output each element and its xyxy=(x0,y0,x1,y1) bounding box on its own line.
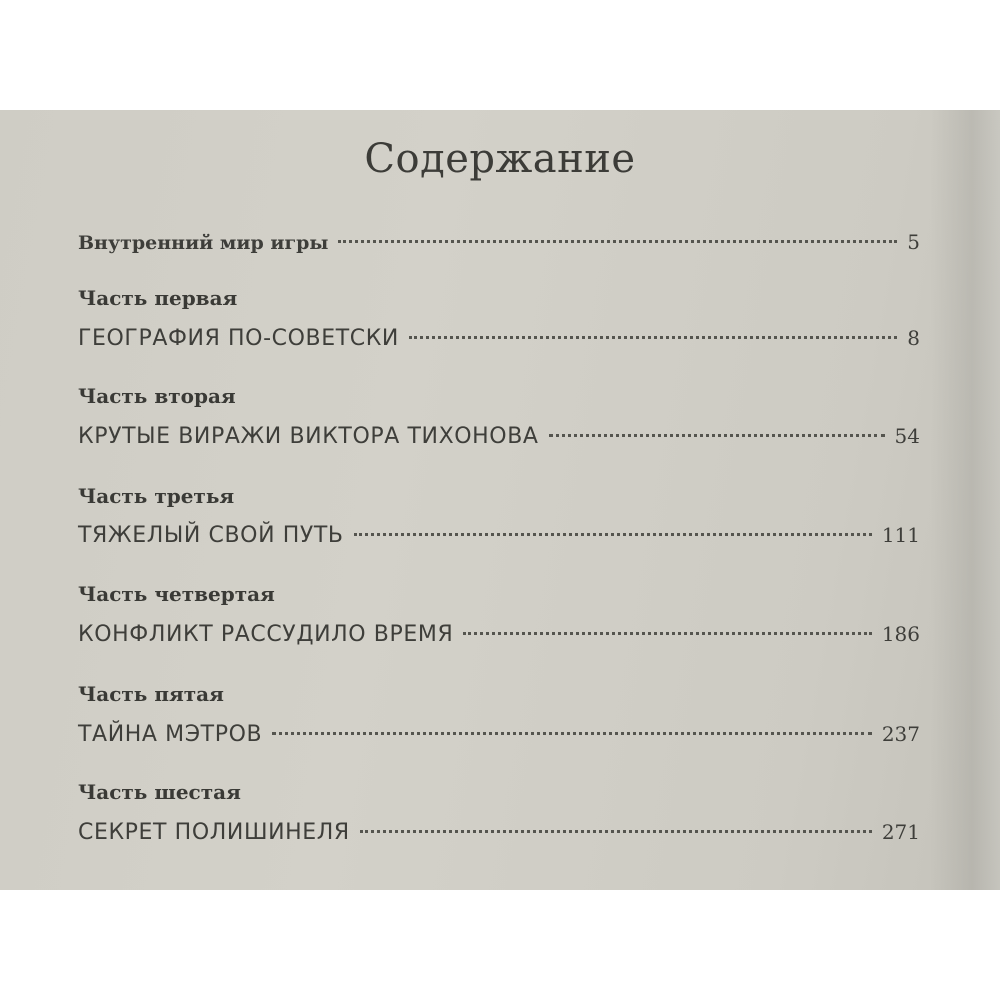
dot-leader xyxy=(409,336,897,339)
part-label: Часть третья xyxy=(78,484,235,508)
toc-entry-title: ТЯЖЕЛЫЙ СВОЙ ПУТЬ xyxy=(78,523,344,548)
toc-entry-title: СЕКРЕТ ПОЛИШИНЕЛЯ xyxy=(78,820,350,845)
toc-entry-intro xyxy=(78,230,920,254)
dot-leader xyxy=(338,240,897,243)
dot-leader xyxy=(272,732,872,735)
toc-page-number: 54 xyxy=(894,424,920,448)
page-title: Содержание xyxy=(364,136,636,182)
page-edge-shadow xyxy=(930,110,1000,890)
part-label: Часть четвертая xyxy=(78,582,275,606)
toc-page-number: 186 xyxy=(881,622,920,646)
part-label: Часть вторая xyxy=(78,384,236,408)
toc-page-number: 8 xyxy=(907,326,920,350)
book-page xyxy=(0,110,1000,890)
toc-entry-title: ТАЙНА МЭТРОВ xyxy=(78,722,263,747)
part-label: Часть первая xyxy=(78,286,238,310)
toc-entry-title: КОНФЛИКТ РАССУДИЛО ВРЕМЯ xyxy=(78,622,454,647)
part-label: Часть пятая xyxy=(78,682,224,706)
dot-leader xyxy=(463,632,871,635)
toc-page-number: 237 xyxy=(881,722,920,746)
toc-entry-title: Внутренний мир игры xyxy=(78,232,329,254)
toc-entry-title: КРУТЫЕ ВИРАЖИ ВИКТОРА ТИХОНОВА xyxy=(78,424,539,449)
toc-entry xyxy=(78,622,920,647)
toc-entry xyxy=(78,820,920,845)
toc-entry xyxy=(78,523,920,548)
dot-leader xyxy=(360,830,872,833)
part-label: Часть шестая xyxy=(78,780,241,804)
toc-entry xyxy=(78,326,920,351)
dot-leader xyxy=(549,434,885,437)
toc-entry xyxy=(78,722,920,747)
toc-entry xyxy=(78,424,920,449)
toc-entry-title: ГЕОГРАФИЯ ПО-СОВЕТСКИ xyxy=(78,326,399,351)
toc-page-number: 5 xyxy=(907,230,920,254)
toc-page-number: 271 xyxy=(881,820,920,844)
toc-page-number: 111 xyxy=(881,523,920,547)
dot-leader xyxy=(354,533,872,536)
